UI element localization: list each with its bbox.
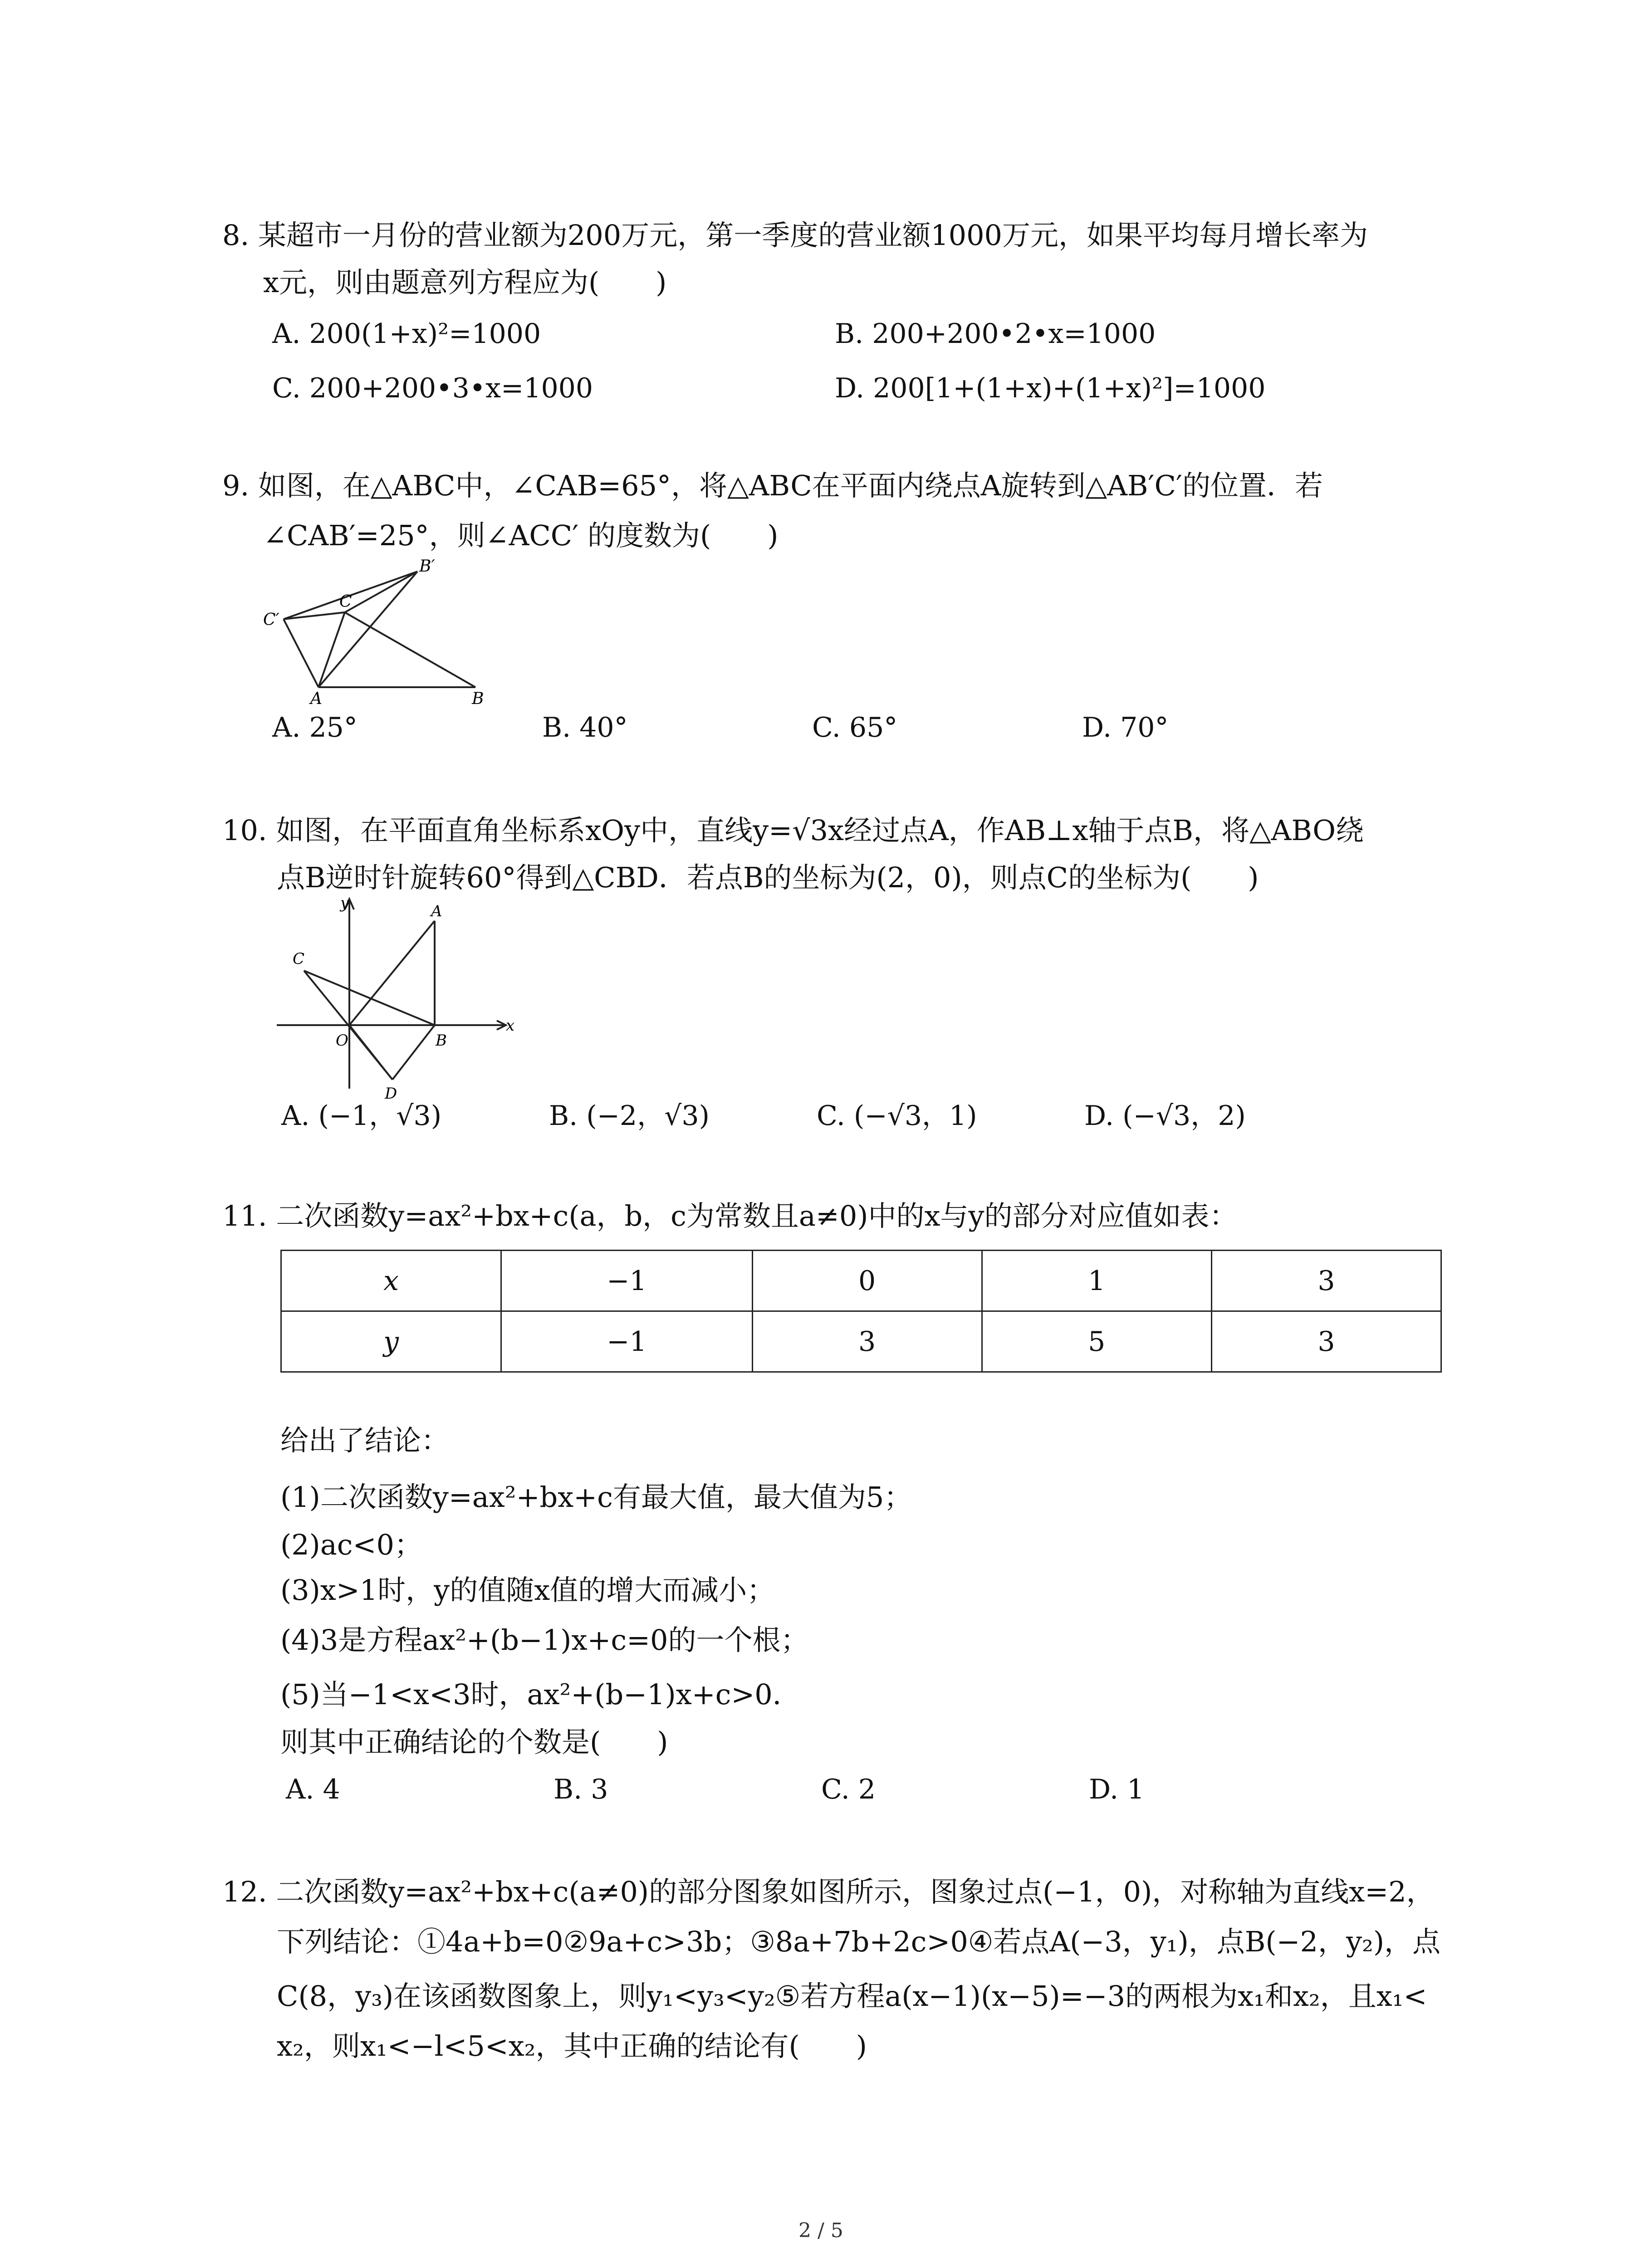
q9-segment-ac xyxy=(318,612,345,687)
q10-label-c: C xyxy=(293,950,305,968)
q8-option-d: D. 200[1+(1+x)+(1+x)²]=1000 xyxy=(835,372,1266,404)
q11-line1: 11. 二次函数y=ax²+bx+c(a，b，c为常数且a≠0)中的x与y的部分对应值如表： xyxy=(222,1199,1238,1232)
q10-option-c: C. (−√3，1) xyxy=(817,1100,977,1132)
q10-label-d: D xyxy=(385,1085,397,1102)
table-row xyxy=(281,1251,1441,1311)
q9-triangle-figure xyxy=(254,553,508,708)
q11-conclusion-2: (2)ac<0； xyxy=(280,1528,422,1561)
q9-option-c: C. 65° xyxy=(812,712,898,743)
q11-value-table xyxy=(280,1250,1442,1373)
q8-line1: 8. 某超市一月份的营业额为200万元，第一季度的营业额1000万元，如果平均每月增长率为 xyxy=(222,219,1368,252)
q10-option-b: B. (−2，√3) xyxy=(549,1100,710,1132)
q12-line1: 12. 二次函数y=ax²+bx+c(a≠0)的部分图象如图所示，图象过点(−1，0)，对称轴为直线x=2， xyxy=(222,1875,1435,1908)
q9-line1: 9. 如图，在△ABC中，∠CAB=65°，将△ABC在平面内绕点A旋转到△AB′C′的位置．若 xyxy=(222,469,1323,502)
q10-coordinate-figure xyxy=(268,889,522,1102)
q11-conclusion-5: (5)当−1<x<3时，ax²+(b−1)x+c>0． xyxy=(280,1678,801,1711)
q10-line1: 10. 如图，在平面直角坐标系xOy中，直线y=√3x经过点A，作AB⊥x轴于点B，将△ABO绕 xyxy=(222,814,1364,847)
table-cell: x xyxy=(281,1251,501,1311)
q8-option-b: B. 200+200•2•x=1000 xyxy=(835,318,1156,350)
q9-label-a: A xyxy=(310,689,322,708)
q10-label-o: O xyxy=(336,1031,348,1050)
table-cell: 5 xyxy=(982,1311,1211,1372)
q9-label-c: C xyxy=(339,592,352,611)
q10-label-a: A xyxy=(431,902,442,920)
q10-segment-db xyxy=(392,1025,435,1080)
q10-segment-od xyxy=(349,1025,392,1080)
q11-option-d: D. 1 xyxy=(1089,1774,1145,1805)
q10-label-x: x xyxy=(506,1017,515,1035)
table-cell: −1 xyxy=(501,1251,752,1311)
table-cell: 1 xyxy=(982,1251,1211,1311)
q9-segment-cb xyxy=(345,612,475,687)
table-cell: 3 xyxy=(752,1311,982,1372)
q11-option-c: C. 2 xyxy=(821,1774,876,1805)
q12-line3: C(8，y₃)在该函数图象上，则y₁<y₃<y₂⑤若方程a(x−1)(x−5)=−3的两根为x₁和x₂，且x₁< xyxy=(277,1980,1427,2013)
table-row xyxy=(281,1311,1441,1372)
page-number: 2 / 5 xyxy=(798,2219,843,2242)
q10-line2: 点B逆时针旋转60°得到△CBD．若点B的坐标为(2，0)，则点C的坐标为( ) xyxy=(277,861,1259,894)
table-cell: 3 xyxy=(1211,1311,1441,1372)
q10-label-y: y xyxy=(340,894,349,912)
q11-conclusion-4: (4)3是方程ax²+(b−1)x+c=0的一个根； xyxy=(280,1623,809,1657)
q12-line4: x₂，则x₁<−l<5<x₂，其中正确的结论有( ) xyxy=(277,2029,867,2063)
table-cell: −1 xyxy=(501,1311,752,1372)
q10-option-a: A. (−1，√3) xyxy=(281,1100,442,1132)
q9-line2: ∠CAB′=25°，则∠ACC′ 的度数为( ) xyxy=(263,519,779,552)
table-cell: 3 xyxy=(1211,1251,1441,1311)
q9-option-a: A. 25° xyxy=(272,712,358,743)
q11-option-a: A. 4 xyxy=(286,1774,340,1805)
q9-segment-ac1 xyxy=(284,619,318,687)
q8-option-a: A. 200(1+x)²=1000 xyxy=(272,318,541,350)
q9-label-b: B xyxy=(472,689,484,708)
q9-label-b1: B′ xyxy=(419,557,435,576)
q8-option-c: C. 200+200•3•x=1000 xyxy=(272,372,593,404)
q9-option-d: D. 70° xyxy=(1082,712,1169,743)
q11-option-b: B. 3 xyxy=(554,1774,608,1805)
q11-conclusion-3: (3)x>1时，y的值随x值的增大而减小； xyxy=(280,1574,775,1607)
q11-given: 给出了结论： xyxy=(280,1424,450,1457)
table-cell: 0 xyxy=(752,1251,982,1311)
q11-question: 则其中正确结论的个数是( ) xyxy=(280,1725,668,1759)
q10-segment-cb xyxy=(304,971,435,1025)
q9-option-b: B. 40° xyxy=(542,712,628,743)
q12-line2: 下列结论：①4a+b=0②9a+c>3b；③8a+7b+2c>0④若点A(−3，y₁)，点B(−2，y₂)，点 xyxy=(277,1925,1441,1958)
q8-line2: x元，则由题意列方程应为( ) xyxy=(263,266,667,299)
table-cell: y xyxy=(281,1311,501,1372)
q9-label-c1: C′ xyxy=(263,611,279,629)
q9-segment-cb1 xyxy=(345,572,417,612)
q10-label-b: B xyxy=(436,1031,447,1050)
q11-conclusion-1: (1)二次函数y=ax²+bx+c有最大值，最大值为5； xyxy=(280,1481,912,1514)
q10-segment-oa xyxy=(349,921,435,1025)
q10-option-d: D. (−√3，2) xyxy=(1084,1100,1246,1132)
